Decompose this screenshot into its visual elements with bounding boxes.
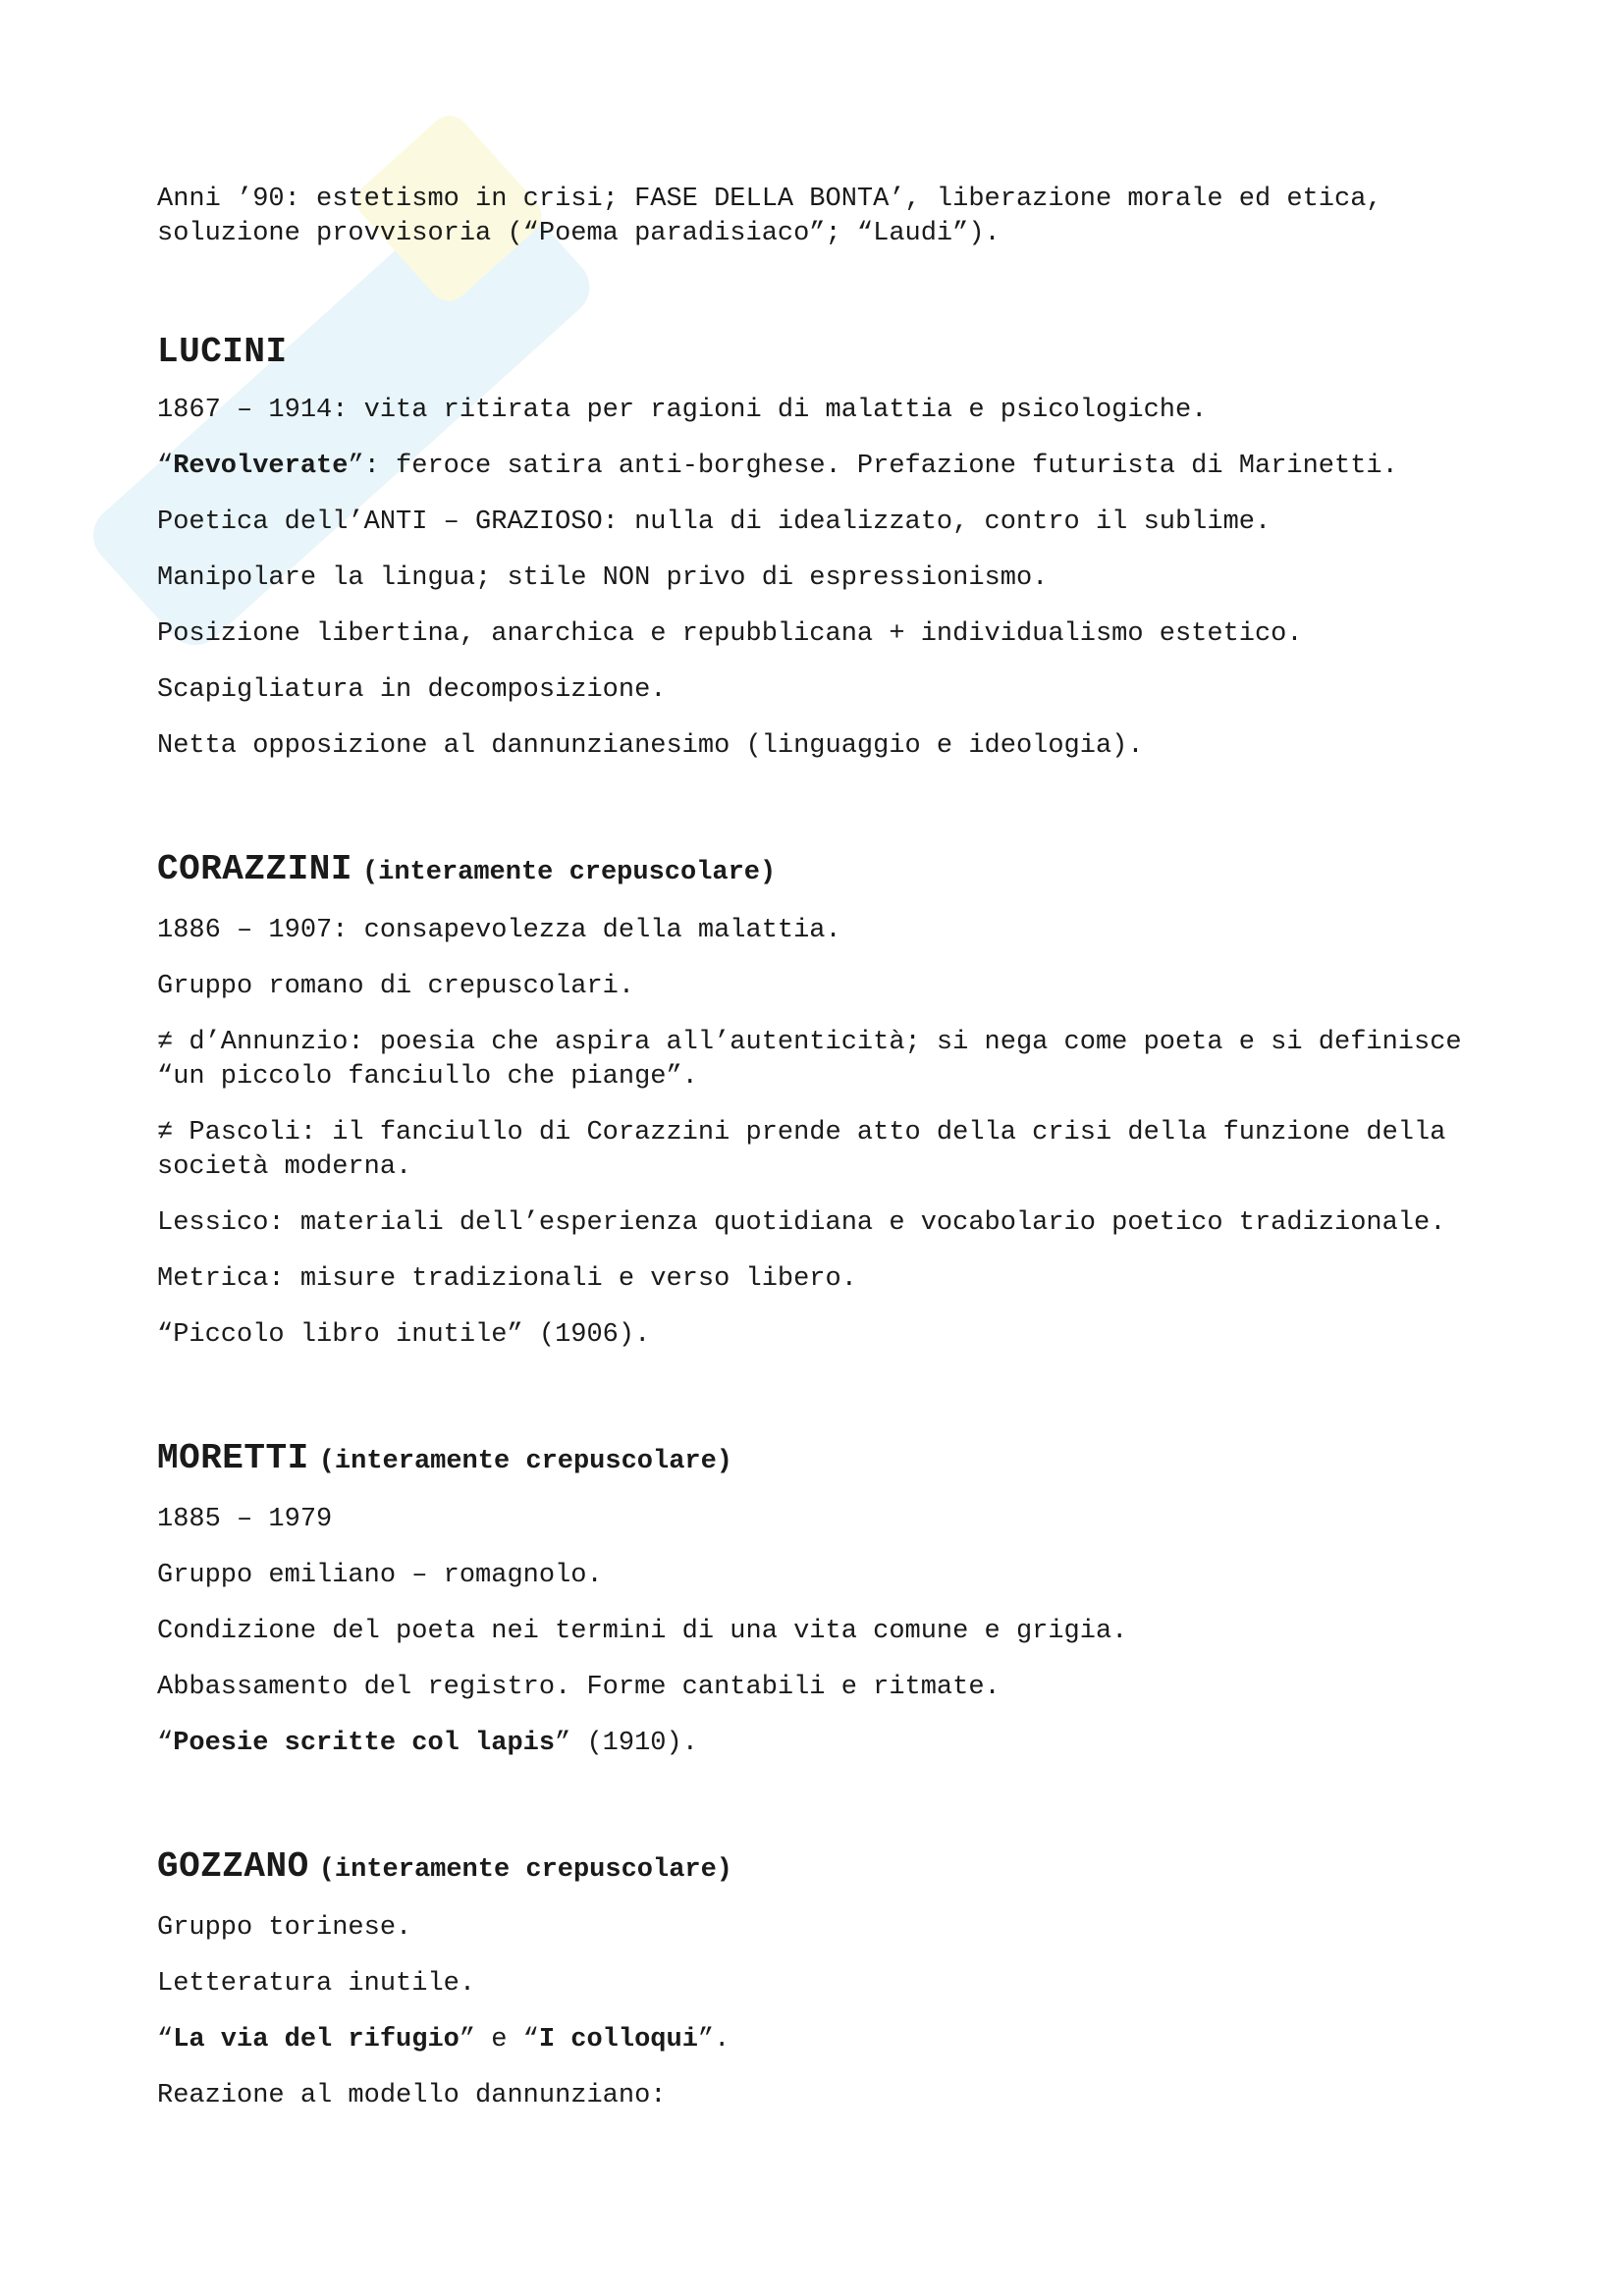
corazzini-lessico: Lessico: materiali dell’esperienza quotidiana e vocabolario poetico tradizionale.	[157, 1208, 1446, 1238]
lucini-opposizione: Netta opposizione al dannunzianesimo (linguaggio e ideologia).	[157, 731, 1144, 761]
gozzano-opere: “La via del rifugio” e “I colloqui”.	[157, 2025, 730, 2055]
moretti-gruppo: Gruppo emiliano – romagnolo.	[157, 1561, 603, 1590]
lucini-scapigliatura: Scapigliatura in decomposizione.	[157, 675, 667, 705]
lucini-poetica: Poetica dell’ANTI – GRAZIOSO: nulla di idealizzato, contro il sublime.	[157, 507, 1271, 537]
gozzano-gruppo: Gruppo torinese.	[157, 1913, 412, 1943]
moretti-condizione: Condizione del poeta nei termini di una vita comune e grigia.	[157, 1617, 1128, 1646]
gozzano-letteratura: Letteratura inutile.	[157, 1969, 476, 1999]
intro-paragraph: Anni ’90: estetismo in crisi; FASE DELLA BONTA’, liberazione morale ed etica, soluzione provvisoria (“Poema paradisiaco”; “Laudi”).	[157, 185, 1398, 248]
lucini-posizione: Posizione libertina, anarchica e repubblicana + individualismo estetico.	[157, 619, 1303, 649]
moretti-dates: 1885 – 1979	[157, 1505, 333, 1534]
section-title-moretti: MORETTI (interamente crepuscolare)	[157, 1438, 733, 1478]
corazzini-opera: “Piccolo libro inutile” (1906).	[157, 1320, 651, 1350]
section-title-lucini: LUCINI	[157, 332, 288, 372]
section-title-corazzini: CORAZZINI (interamente crepuscolare)	[157, 849, 777, 889]
section-corazzini	[157, 850, 1473, 1353]
lucini-revolverate: “Revolverate”: feroce satira anti-borghese. Prefazione futurista di Marinetti.	[157, 452, 1398, 481]
moretti-opera: “Poesie scritte col lapis” (1910).	[157, 1729, 698, 1758]
corazzini-pascoli: ≠ Pascoli: il fanciullo di Corazzini prende atto della crisi della funzione della società moderna.	[157, 1118, 1446, 1182]
document-page	[157, 183, 1473, 2135]
corazzini-dannunzio: ≠ d’Annunzio: poesia che aspira all’autenticità; si nega come poeta e si definisce “un piccolo fanciullo che piange”.	[157, 1028, 1462, 1092]
section-gozzano	[157, 1847, 1473, 2113]
moretti-registro: Abbassamento del registro. Forme cantabili e ritmate.	[157, 1673, 1001, 1702]
section-moretti	[157, 1439, 1473, 1761]
corazzini-dates: 1886 – 1907: consapevolezza della malattia.	[157, 916, 841, 945]
gozzano-reazione: Reazione al modello dannunziano:	[157, 2081, 667, 2110]
section-lucini	[157, 333, 1473, 764]
lucini-dates: 1867 – 1914: vita ritirata per ragioni di malattia e psicologiche.	[157, 396, 1208, 425]
lucini-lingua: Manipolare la lingua; stile NON privo di espressionismo.	[157, 563, 1049, 593]
corazzini-gruppo: Gruppo romano di crepuscolari.	[157, 972, 635, 1001]
section-title-gozzano: GOZZANO (interamente crepuscolare)	[157, 1846, 733, 1887]
corazzini-metrica: Metrica: misure tradizionali e verso libero.	[157, 1264, 857, 1294]
